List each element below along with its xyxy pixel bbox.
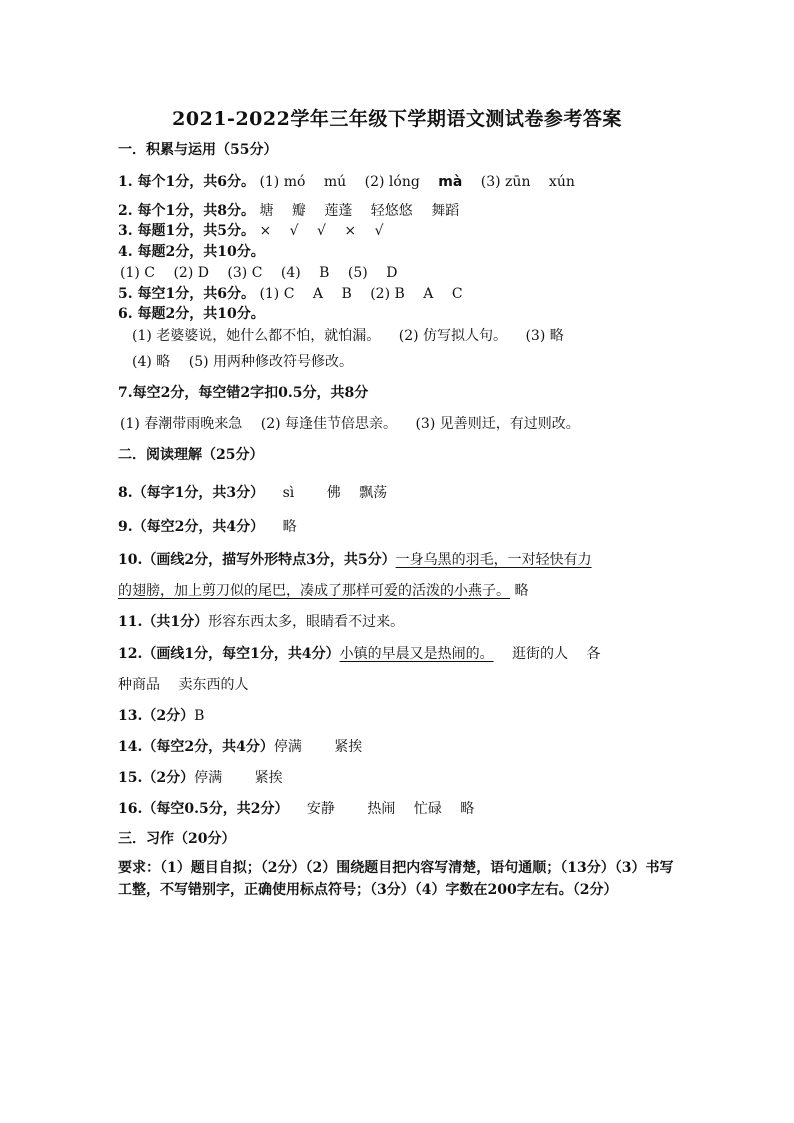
q9-label: 9.（每空2分，共4分）	[118, 519, 265, 535]
q16-label: 16.（每空0.5分，共2分）	[118, 801, 289, 817]
q11-label: 11.（共1分）	[118, 614, 209, 630]
q9-answer: 略	[282, 519, 297, 535]
q1-answer: mà	[438, 174, 463, 190]
answer-q12-line1	[118, 645, 678, 663]
q14-answer: 停满	[273, 739, 302, 755]
answer-q14	[118, 738, 678, 756]
answer-q6-line1	[132, 327, 692, 345]
section-heading-3: 三．习作（20分）	[118, 831, 236, 847]
q6-answer: (4) 略	[132, 354, 171, 370]
q2-answer: 轻悠悠	[370, 203, 413, 219]
q11-answer: 形容东西太多，眼睛看不过来。	[208, 614, 405, 630]
q2-answer: 莲蓬	[324, 203, 353, 219]
answer-q16	[118, 800, 678, 818]
q1-answer: (1) mó	[259, 174, 306, 190]
answer-q2	[118, 202, 678, 220]
section-heading-1: 一．积累与运用（55分）	[118, 142, 278, 158]
q4-answer: (3) C	[227, 265, 263, 281]
q4-answer: (4)	[280, 265, 301, 281]
q15-answer: 停满	[194, 770, 223, 786]
q7-answer: (3) 见善则迁，有过则改。	[415, 416, 580, 432]
q16-answer: 安静	[306, 801, 335, 817]
answer-q13	[118, 707, 678, 725]
q1-answer: mú	[323, 174, 347, 190]
q7-answer: (1) 春潮带雨晚来急	[120, 416, 243, 432]
q12-answer: 各	[586, 646, 601, 662]
page-title: 2021-2022学年三年级下学期语文测试卷参考答案	[172, 108, 622, 130]
q1-label: 1. 每个1分，共6分。	[118, 174, 255, 190]
answer-q6-line2	[132, 353, 692, 371]
writing-requirements: 要求：（1）题目自拟；（2分）（2）围绕题目把内容写清楚，语句通顺；（13分）（3）书写工整，不写错别字，正确使用标点符号；（3分）（4）字数在200字左右。（2分）	[118, 860, 674, 898]
q5-answer: C	[451, 286, 463, 302]
answer-q7	[120, 415, 680, 433]
q16-answer: 忙碌	[413, 801, 442, 817]
q3-answer: √	[374, 223, 384, 239]
q12-answer: 卖东西的人	[178, 677, 249, 693]
q2-label: 2. 每个1分，共8分。	[118, 203, 255, 219]
q4-answer: D	[386, 265, 398, 281]
q15-answer: 紧挨	[254, 770, 283, 786]
q1-answer: (2) lóng	[364, 174, 420, 190]
q16-answer: 略	[460, 801, 475, 817]
answer-q1	[118, 173, 678, 191]
answer-q10-line2	[118, 582, 678, 600]
q6-answer: (1) 老婆婆说，她什么都不怕，就怕漏。	[132, 328, 381, 344]
q5-answer: A	[423, 286, 434, 302]
q4-answer: B	[319, 265, 330, 281]
q13-label: 13.（2分）	[118, 708, 195, 724]
q12-underlined: 小镇的早晨又是热闹的。	[339, 646, 494, 662]
q12-answer: 种商品	[118, 677, 160, 693]
q3-label: 3. 每题1分，共5分。	[118, 223, 255, 239]
q10-label: 10.（画线2分，描写外形特点3分，共5分）	[118, 552, 396, 568]
section-heading-2: 二．阅读理解（25分）	[118, 447, 264, 463]
answer-q4-label: 4. 每题2分，共10分。	[118, 244, 265, 260]
q5-label: 5. 每空1分，共6分。	[118, 286, 255, 302]
q12-answer: 逛街的人	[512, 646, 569, 662]
answer-q15	[118, 769, 678, 787]
q8-label: 8.（每字1分，共3分）	[118, 485, 265, 501]
q15-label: 15.（2分）	[118, 770, 195, 786]
answer-q10-line1	[118, 551, 678, 569]
q2-answer: 塘	[259, 203, 274, 219]
q6-answer: (2) 仿写拟人句。	[398, 328, 508, 344]
answer-q5	[118, 285, 678, 303]
q4-answer: (2) D	[173, 265, 209, 281]
q2-answer: 瓣	[291, 203, 306, 219]
q6-answer: (3) 略	[525, 328, 564, 344]
answer-q9	[118, 518, 678, 536]
answer-q6-label: 6. 每题2分，共10分。	[118, 306, 265, 322]
q8-answer: 佛	[326, 485, 341, 501]
q3-answer: ×	[344, 223, 357, 239]
q4-answer: (1) C	[120, 265, 155, 281]
answer-q8	[118, 484, 678, 502]
q3-answer: √	[317, 223, 326, 239]
q3-answer: √	[289, 223, 299, 239]
q8-answer: sì	[282, 485, 295, 501]
q1-answer: xún	[548, 174, 575, 190]
answer-q7-label: 7.每空2分，每空错2字扣0.5分，共8分	[118, 385, 369, 401]
q4-answer: (5)	[347, 265, 368, 281]
answer-q12-line2	[118, 676, 678, 694]
q10-underlined: 的翅膀，加上剪刀似的尾巴，凑成了那样可爱的活泼的小燕子。	[118, 583, 510, 599]
q5-answer: A	[312, 286, 324, 302]
answer-q4	[120, 264, 680, 282]
q5-answer: (1) C	[259, 286, 295, 302]
q16-answer: 热闹	[367, 801, 396, 817]
q7-answer: (2) 每逢佳节倍思亲。	[260, 416, 398, 432]
answer-q3	[118, 222, 678, 240]
q10-extra: 略	[514, 583, 529, 599]
q13-answer: B	[194, 708, 205, 724]
q8-answer: 飘荡	[359, 485, 388, 501]
q2-answer: 舞蹈	[431, 203, 460, 219]
q12-label: 12.（画线1分，每空1分，共4分）	[118, 646, 340, 662]
answer-q11	[118, 613, 678, 631]
q14-answer: 紧挨	[334, 739, 363, 755]
q6-answer: (5) 用两种修改符号修改。	[188, 354, 354, 370]
q3-answer: ×	[259, 223, 272, 239]
q5-answer: (2) B	[370, 286, 405, 302]
q5-answer: B	[341, 286, 352, 302]
q1-answer: (3) zūn	[480, 174, 531, 190]
q10-underlined: 一身乌黑的羽毛，一对轻快有力	[395, 552, 592, 568]
q14-label: 14.（每空2分，共4分）	[118, 739, 274, 755]
